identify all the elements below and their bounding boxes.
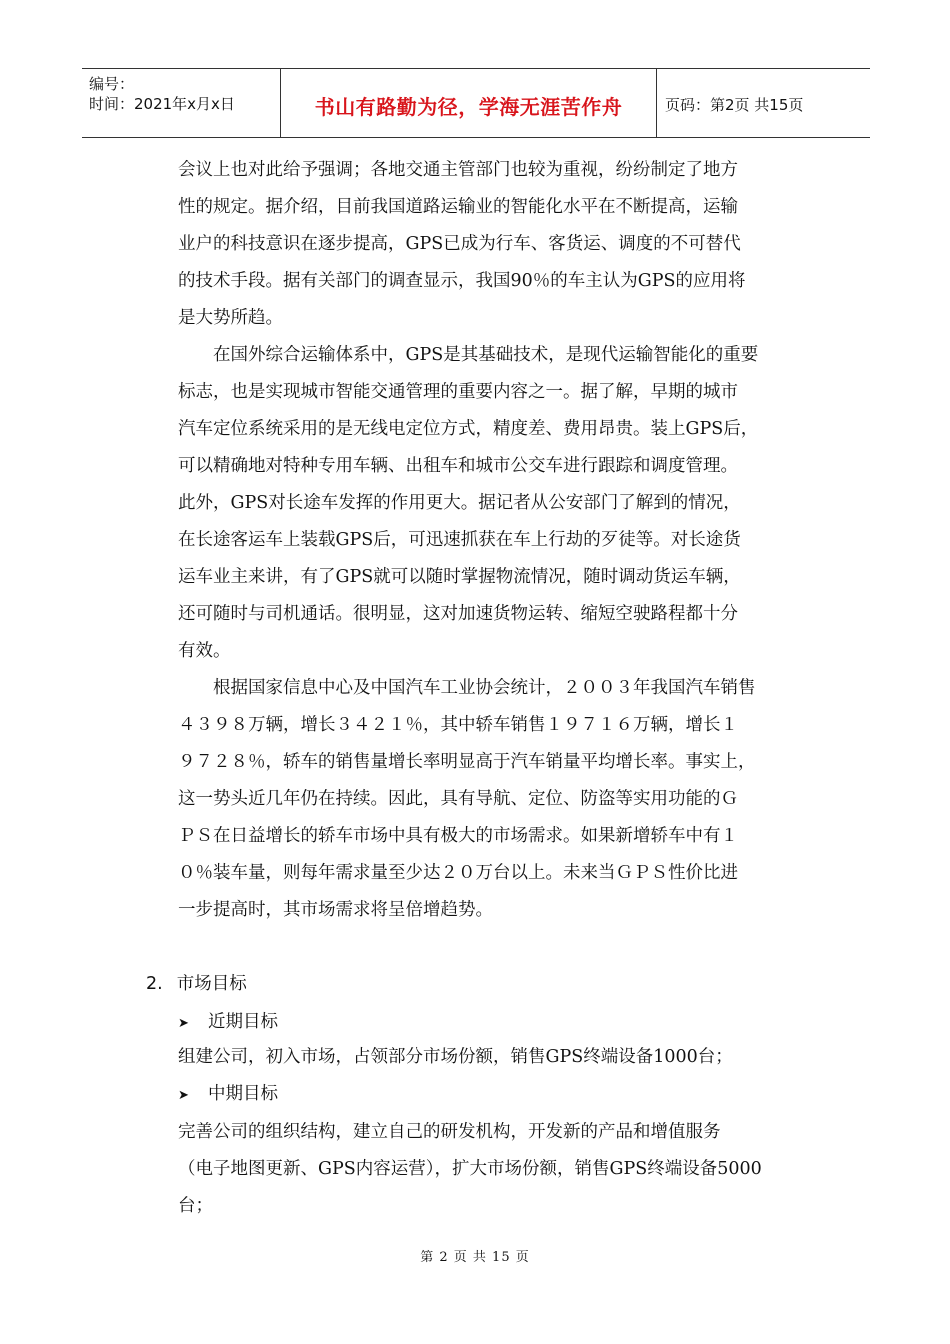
text-line: 这一势头近几年仍在持续。因此，具有导航、定位、防盗等实用功能的Ｇ <box>178 789 738 809</box>
text-line: 业户的科技意识在逐步提高，GPS已成为行车、客货运、调度的不可替代 <box>178 234 741 254</box>
header-motto-cell <box>281 69 657 137</box>
near-term-bullet <box>178 1008 278 1033</box>
page-header <box>82 68 870 138</box>
near-term-label: 近期目标 <box>208 1012 278 1032</box>
text-line: 一步提高时，其市场需求将呈倍增趋势。 <box>178 900 493 920</box>
section-title: 市场目标 <box>176 974 247 994</box>
text-line: 可以精确地对特种专用车辆、出租车和城市公交车进行跟踪和调度管理。 <box>178 456 738 476</box>
header-motto: 书山有路勤为径，学海无涯苦作舟 <box>314 95 623 119</box>
mid-term-text-line: 台； <box>178 1196 213 1216</box>
header-page-cell <box>657 69 870 137</box>
text-line: 汽车定位系统采用的是无线电定位方式，精度差、费用昂贵。装上GPS后， <box>178 419 759 439</box>
text-line: 性的规定。据介绍，目前我国道路运输业的智能化水平在不断提高，运输 <box>178 197 738 217</box>
body-text <box>178 152 818 929</box>
text-line: 此外，GPS对长途车发挥的作用更大。据记者从公安部门了解到的情况， <box>178 493 741 513</box>
mid-term-label: 中期目标 <box>208 1084 278 1104</box>
text-line: 会议上也对此给予强调；各地交通主管部门也较为重视，纷纷制定了地方 <box>178 160 738 180</box>
text-line: 运车业主来讲，有了GPS就可以随时掌握物流情况，随时调动货运车辆， <box>178 567 741 587</box>
text-line: 有效。 <box>178 641 231 661</box>
near-term-text: 组建公司，初入市场，占领部分市场份额，销售GPS终端设备1000台； <box>178 1047 733 1067</box>
text-line: 根据国家信息中心及中国汽车工业协会统计，２００３年我国汽车销售 <box>213 678 756 698</box>
text-line: ０％装车量，则每年需求量至少达２０万台以上。未来当ＧＰＳ性价比进 <box>178 863 738 883</box>
mid-term-text-line: （电子地图更新、GPS内容运营），扩大市场份额，销售GPS终端设备5000 <box>178 1159 762 1179</box>
text-line: ９７２８％，轿车的销售量增长率明显高于汽车销量平均增长率。事实上， <box>178 752 756 772</box>
text-line: 还可随时与司机通话。很明显，这对加速货物运转、缩短空驶路程都十分 <box>178 604 738 624</box>
text-line: 标志，也是实现城市智能交通管理的重要内容之一。据了解，早期的城市 <box>178 382 738 402</box>
header-meta-cell <box>82 69 281 137</box>
mid-term-bullet <box>178 1080 278 1105</box>
text-line: ４３９８万辆，增长３４２１％，其中轿车销售１９７１６万辆，增长１ <box>178 715 738 735</box>
text-line: 是大势所趋。 <box>178 308 283 328</box>
page-footer: 第 2 页 共 15 页 <box>420 1250 530 1265</box>
mid-term-text-line: 完善公司的组织结构，建立自己的研发机构，开发新的产品和增值服务 <box>178 1122 721 1142</box>
text-line: ＰＳ在日益增长的轿车市场中具有极大的市场需求。如果新增轿车中有１ <box>178 826 738 846</box>
section-heading <box>146 970 247 995</box>
document-date-label: 时间：2021年x月x日 <box>89 95 235 113</box>
arrow-bullet-icon: ➤ <box>178 1088 189 1103</box>
header-page-info: 页码：第2页 共15页 <box>665 96 804 114</box>
text-line: 的技术手段。据有关部门的调查显示，我国90％的车主认为GPS的应用将 <box>178 271 746 291</box>
arrow-bullet-icon: ➤ <box>178 1016 189 1031</box>
document-number-label: 编号： <box>89 75 135 93</box>
text-line: 在长途客运车上装载GPS后，可迅速抓获在车上行劫的歹徒等。对长途货 <box>178 530 741 550</box>
text-line: 在国外综合运输体系中，GPS是其基础技术，是现代运输智能化的重要 <box>213 345 759 365</box>
section-number: 2. <box>146 974 163 994</box>
